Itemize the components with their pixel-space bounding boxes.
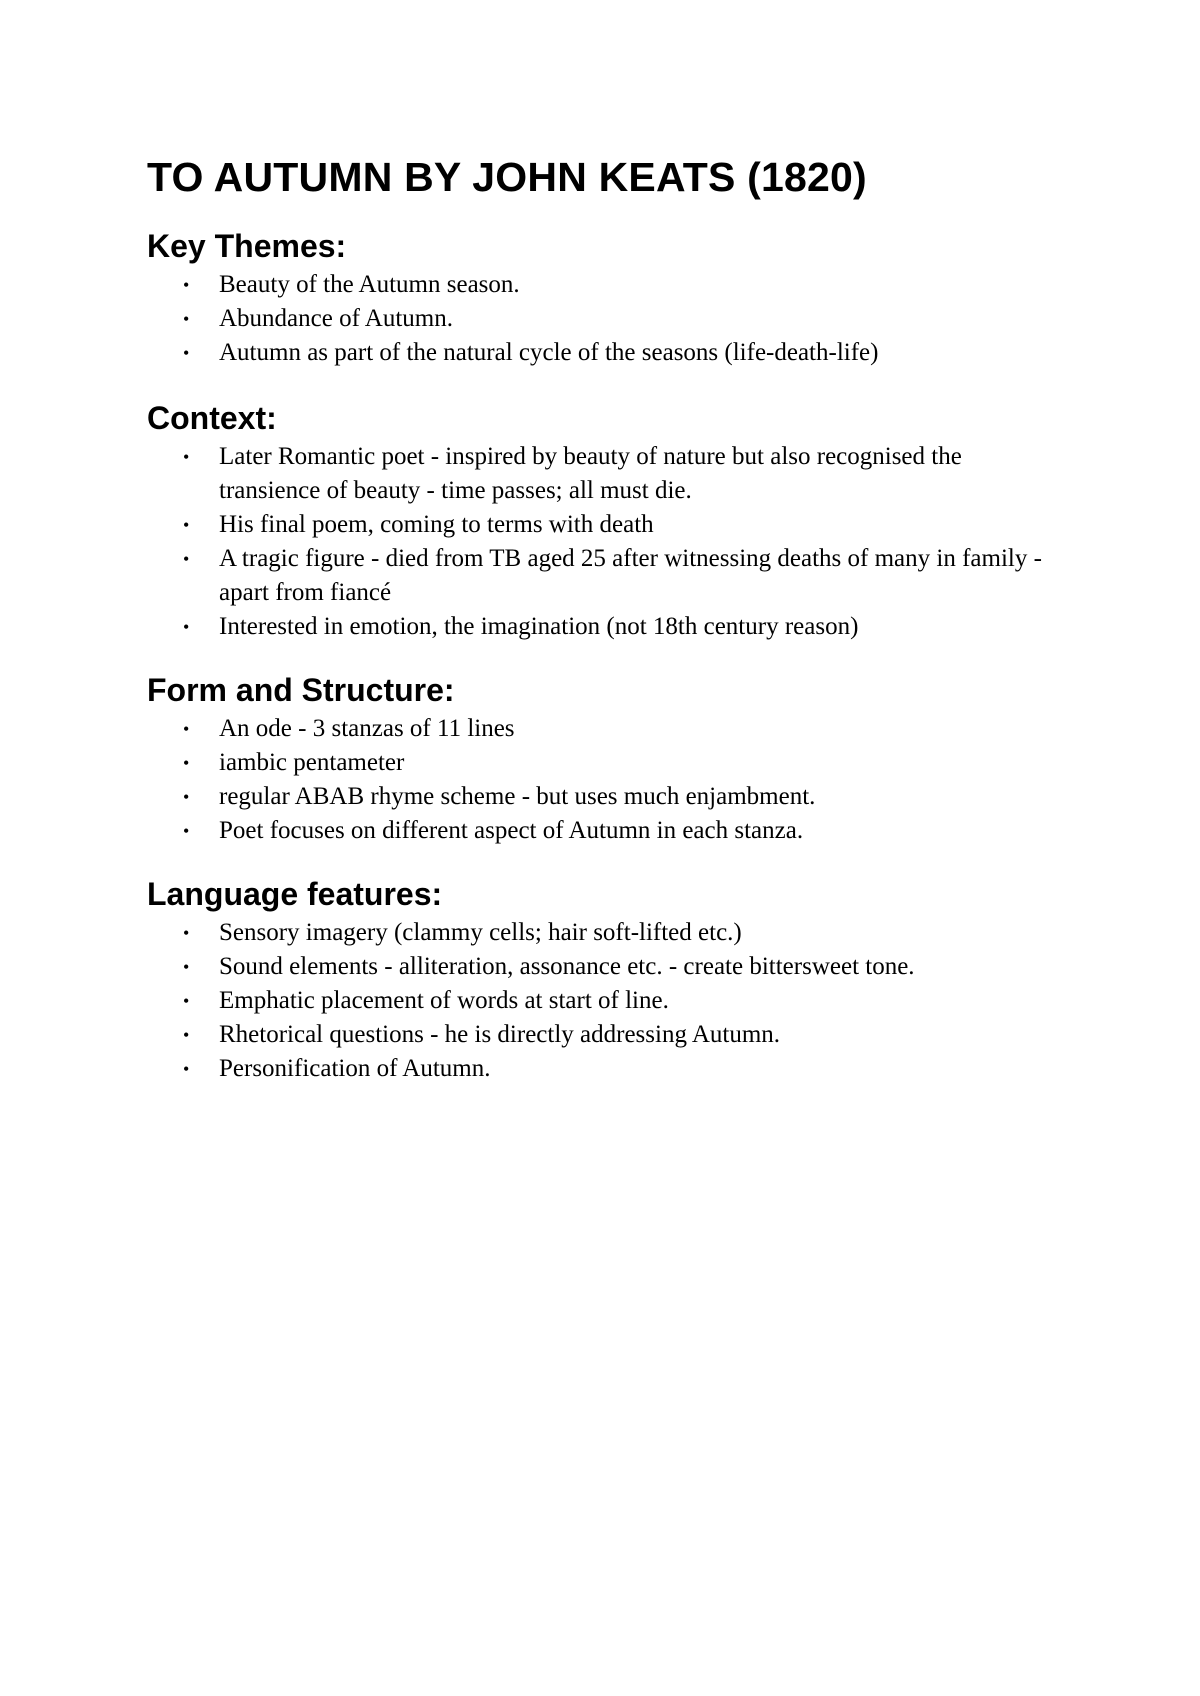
bullet-icon: • [183, 991, 190, 1011]
list-item-text: Abundance of Autumn. [219, 305, 453, 332]
list-item-text: regular ABAB rhyme scheme - but uses much enjambment. [219, 783, 816, 810]
section-language-features [147, 872, 1067, 1086]
bullet-icon: • [183, 343, 190, 363]
list-item-text: Emphatic placement of words at start of line. [219, 987, 669, 1014]
section-key-themes [147, 224, 1067, 370]
list-item [147, 508, 1067, 542]
list-item [147, 950, 1067, 984]
bullet-icon: • [183, 447, 190, 467]
bullet-icon: • [183, 821, 190, 841]
list-item-text: Later Romantic poet - inspired by beauty of nature but also recognised the transience of beauty - time passes; all must die. [219, 443, 962, 504]
bullet-list-key-themes [147, 268, 1067, 370]
list-item-text: iambic pentameter [219, 749, 405, 776]
list-item [147, 1052, 1067, 1086]
bullet-icon: • [183, 787, 190, 807]
section-form-and-structure [147, 668, 1067, 848]
document-body [147, 150, 1067, 1086]
document-title: TO AUTUMN BY JOHN KEATS (1820) [147, 154, 867, 200]
bullet-list-form-and-structure [147, 712, 1067, 848]
bullet-icon: • [183, 309, 190, 329]
list-item-text: Personification of Autumn. [219, 1055, 491, 1082]
section-context [147, 396, 1067, 644]
list-item [147, 440, 1067, 508]
list-item [147, 916, 1067, 950]
list-item-text: Sound elements - alliteration, assonance etc. - create bittersweet tone. [219, 953, 915, 980]
section-heading-form-and-structure: Form and Structure: [147, 672, 455, 708]
bullet-icon: • [183, 1059, 190, 1079]
list-item-text: Interested in emotion, the imagination (not 18th century reason) [219, 613, 859, 640]
bullet-list-context [147, 440, 1067, 644]
section-heading-context: Context: [147, 400, 277, 436]
list-item [147, 814, 1067, 848]
list-item [147, 1018, 1067, 1052]
list-item [147, 302, 1067, 336]
section-heading-key-themes: Key Themes: [147, 228, 347, 264]
list-item-text: Rhetorical questions - he is directly addressing Autumn. [219, 1021, 781, 1048]
bullet-list-language-features [147, 916, 1067, 1086]
section-heading-language-features: Language features: [147, 876, 443, 912]
bullet-icon: • [183, 549, 190, 569]
list-item [147, 268, 1067, 302]
bullet-icon: • [183, 957, 190, 977]
bullet-icon: • [183, 515, 190, 535]
list-item [147, 780, 1067, 814]
bullet-icon: • [183, 719, 190, 739]
bullet-icon: • [183, 923, 190, 943]
list-item [147, 746, 1067, 780]
list-item [147, 610, 1067, 644]
list-item [147, 712, 1067, 746]
list-item-text: Poet focuses on different aspect of Autumn in each stanza. [219, 817, 804, 844]
list-item-text: A tragic figure - died from TB aged 25 after witnessing deaths of many in family - apart from fiancé [219, 545, 1042, 606]
list-item [147, 336, 1067, 370]
list-item-text: Sensory imagery (clammy cells; hair soft-lifted etc.) [219, 919, 742, 946]
list-item [147, 984, 1067, 1018]
bullet-icon: • [183, 753, 190, 773]
list-item-text: Beauty of the Autumn season. [219, 271, 520, 298]
list-item-text: An ode - 3 stanzas of 11 lines [219, 715, 515, 742]
list-item-text: Autumn as part of the natural cycle of the seasons (life-death-life) [219, 339, 879, 366]
bullet-icon: • [183, 617, 190, 637]
bullet-icon: • [183, 275, 190, 295]
bullet-icon: • [183, 1025, 190, 1045]
list-item-text: His final poem, coming to terms with death [219, 511, 654, 538]
list-item [147, 542, 1067, 610]
